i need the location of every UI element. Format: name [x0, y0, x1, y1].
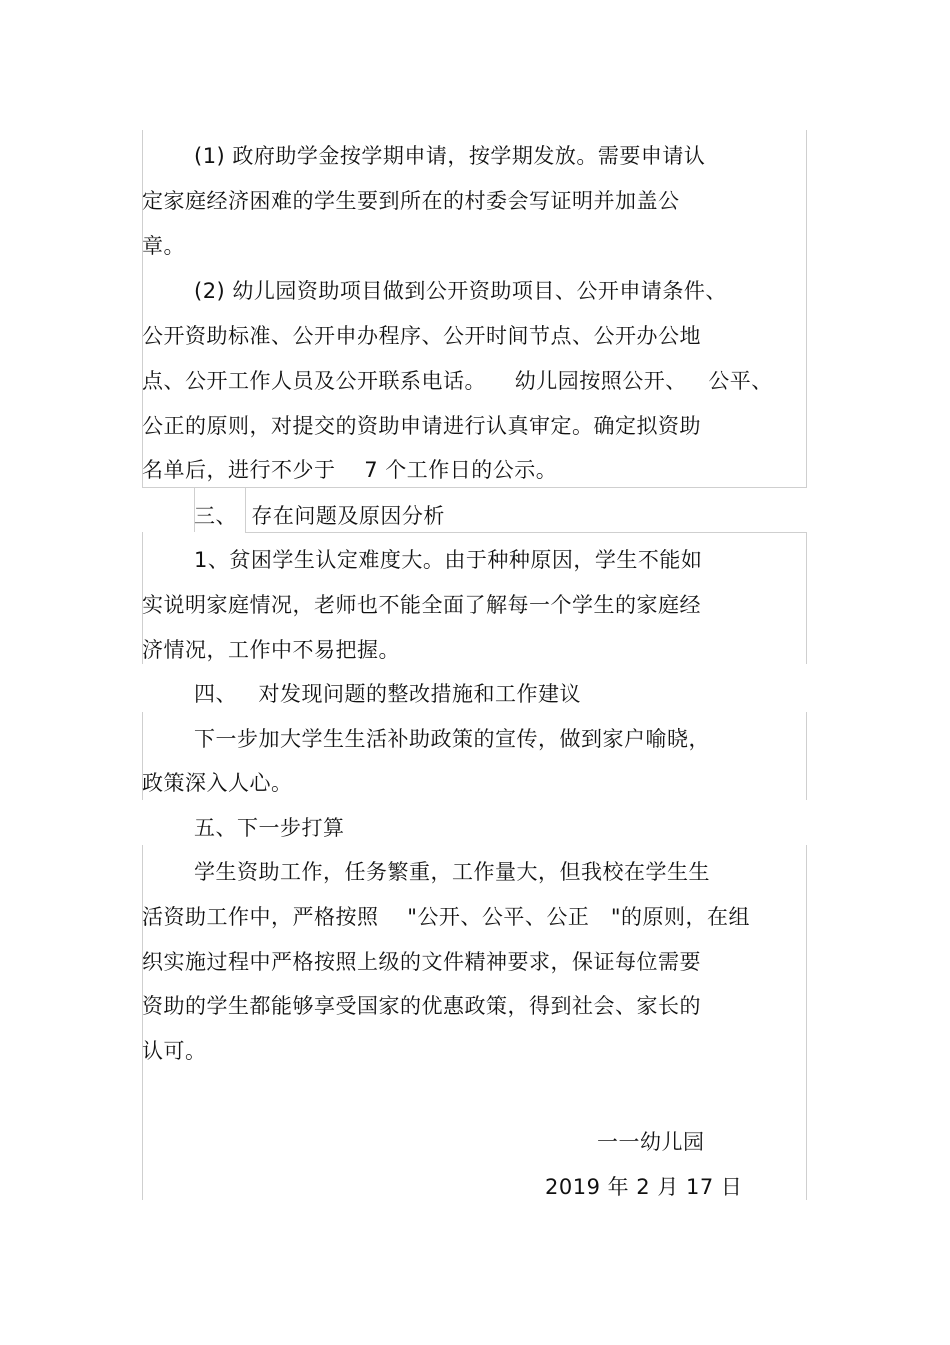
paragraph-line: 学生资助工作，任务繁重，工作量大，但我校在学生生	[194, 860, 710, 884]
paragraph-line: 活资助工作中，严格按照 "公开、公平、公正 "的原则，在组	[142, 905, 751, 929]
signature-date: 2019 年 2 月 17 日	[545, 1175, 743, 1199]
section-heading: 四、 对发现问题的整改措施和工作建议	[194, 682, 582, 706]
paragraph-line: 实说明家庭情况，老师也不能全面了解每一个学生的家庭经	[142, 593, 701, 617]
section-heading: 五、下一步打算	[194, 816, 345, 840]
paragraph-line: 点、公开工作人员及公开联系电话。 幼儿园按照公开、 公平、	[142, 369, 773, 393]
frame-line-right	[806, 845, 807, 1200]
paragraph-line: 名单后，进行不少于 7 个工作日的公示。	[142, 458, 558, 482]
frame-line-right	[806, 532, 807, 664]
paragraph-line: 资助的学生都能够享受国家的优惠政策，得到社会、家长的	[142, 994, 701, 1018]
paragraph-line: 政策深入人心。	[142, 771, 293, 795]
paragraph-line: 织实施过程中严格按照上级的文件精神要求，保证每位需要	[142, 950, 701, 974]
frame-line-left	[142, 845, 143, 1200]
section-heading: 三、 存在问题及原因分析	[194, 504, 445, 528]
paragraph-line: 公正的原则，对提交的资助申请进行认真审定。确定拟资助	[142, 414, 701, 438]
paragraph-line: 章。	[142, 234, 185, 258]
frame-line	[142, 487, 806, 488]
frame-line	[245, 532, 806, 533]
paragraph-line: 公开资助标准、公开申办程序、公开时间节点、公开办公地	[142, 324, 701, 348]
paragraph-line: 下一步加大学生生活补助政策的宣传，做到家户喻晓，	[194, 727, 710, 751]
paragraph-line: (2) 幼儿园资助项目做到公开资助项目、公开申请条件、	[194, 279, 727, 303]
paragraph-line: 定家庭经济困难的学生要到所在的村委会写证明并加盖公	[142, 189, 680, 213]
paragraph-line: 认可。	[142, 1039, 207, 1063]
paragraph-line: 1、贫困学生认定难度大。由于种种原因，学生不能如	[194, 548, 703, 572]
frame-line-right	[806, 130, 807, 488]
paragraph-line: 济情况，工作中不易把握。	[142, 638, 400, 662]
paragraph-line: (1) 政府助学金按学期申请，按学期发放。需要申请认	[194, 144, 706, 168]
signature-org: 一一幼儿园	[597, 1130, 705, 1154]
frame-line-right	[806, 712, 807, 800]
